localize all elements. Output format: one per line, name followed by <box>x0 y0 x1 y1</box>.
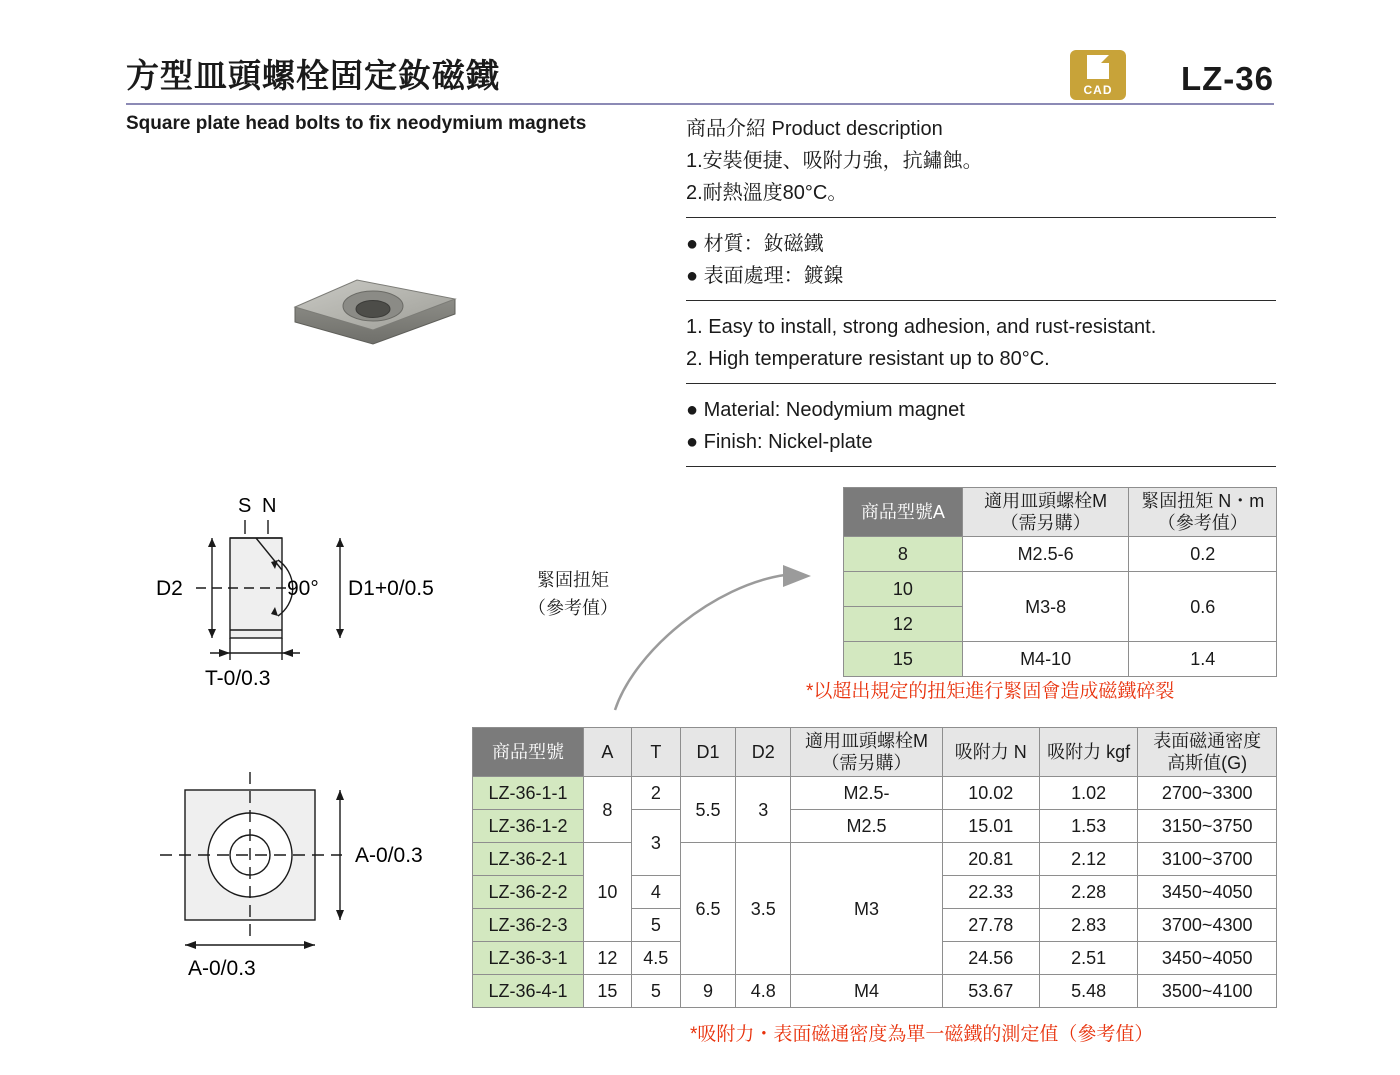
torque-header-model: 商品型號A <box>844 488 963 537</box>
spec-cell-force-kgf: 5.48 <box>1039 975 1137 1008</box>
torque-cell-a: 12 <box>844 607 963 642</box>
spec-header-t: T <box>631 728 680 777</box>
description-finish-en: ● Finish: Nickel-plate <box>686 431 873 453</box>
torque-cell-a: 10 <box>844 572 963 607</box>
spec-cell-flux: 3450~4050 <box>1138 942 1277 975</box>
spec-header-flux-line2: 高斯值(G) <box>1167 753 1248 773</box>
spec-header-a: A <box>583 728 631 777</box>
dimension-label-d1: D1+0/0.5 <box>348 577 434 600</box>
table-row <box>473 975 1277 1008</box>
spec-header-force-n: 吸附力 N <box>942 728 1039 777</box>
spec-cell-d1: 9 <box>680 975 735 1008</box>
torque-table <box>843 487 1277 677</box>
spec-table <box>472 727 1277 1008</box>
torque-cell-torque: 0.6 <box>1129 572 1277 642</box>
pole-label-s: S <box>238 495 252 517</box>
spec-header-force-kgf: 吸附力 kgf <box>1039 728 1137 777</box>
spec-cell-flux: 3150~3750 <box>1138 810 1277 843</box>
description-material-zh: ● 材質：釹磁鐵 <box>686 233 824 255</box>
torque-header-bolt-line2: （需另購） <box>1000 513 1091 533</box>
description-en-line-2: 2. High temperature resistant up to 80°C. <box>686 348 1050 370</box>
description-divider-4 <box>686 466 1276 467</box>
table-row <box>844 642 1277 677</box>
description-divider-1 <box>686 217 1276 218</box>
torque-cell-bolt: M2.5-6 <box>962 537 1129 572</box>
spec-cell-t: 5 <box>631 975 680 1008</box>
page-title-en: Square plate head bolts to fix neodymium magnets <box>126 113 587 134</box>
spec-cell-force-kgf: 2.12 <box>1039 843 1137 876</box>
spec-cell-force-kgf: 1.53 <box>1039 810 1137 843</box>
spec-header-d2: D2 <box>736 728 791 777</box>
spec-cell-force-n: 22.33 <box>942 876 1039 909</box>
spec-cell-d2: 3.5 <box>736 843 791 975</box>
model-code: LZ-36 <box>1180 60 1274 97</box>
torque-header-torque <box>1129 488 1277 537</box>
table-row <box>844 572 1277 607</box>
dimension-label-d2: D2 <box>156 577 183 600</box>
document-icon <box>1087 55 1109 79</box>
spec-cell-model: LZ-36-4-1 <box>473 975 584 1008</box>
spec-cell-a: 8 <box>583 777 631 843</box>
spec-cell-d1: 6.5 <box>680 843 735 975</box>
torque-callout-line-1: 緊固扭矩 <box>537 570 609 590</box>
spec-cell-flux: 3500~4100 <box>1138 975 1277 1008</box>
torque-header-bolt-line1: 適用皿頭螺栓M <box>984 491 1108 511</box>
header-divider <box>126 103 1274 105</box>
torque-cell-bolt: M3-8 <box>962 572 1129 642</box>
spec-cell-d2: 4.8 <box>736 975 791 1008</box>
spec-cell-a: 15 <box>583 975 631 1008</box>
dimension-label-t: T-0/0.3 <box>205 667 271 690</box>
spec-cell-d1: 5.5 <box>680 777 735 843</box>
spec-cell-force-n: 20.81 <box>942 843 1039 876</box>
spec-cell-model: LZ-36-1-2 <box>473 810 584 843</box>
product-description <box>686 113 1276 477</box>
spec-cell-flux: 3700~4300 <box>1138 909 1277 942</box>
table-row <box>473 777 1277 810</box>
spec-cell-model: LZ-36-2-2 <box>473 876 584 909</box>
table-row <box>844 537 1277 572</box>
note-measurement: *吸附力・表面磁通密度為單一磁鐵的測定值（參考值） <box>690 1024 1154 1045</box>
description-divider-3 <box>686 383 1276 384</box>
spec-cell-d2: 3 <box>736 777 791 843</box>
table-row <box>473 843 1277 876</box>
torque-header-torque-line2: （參考值） <box>1157 513 1248 533</box>
spec-cell-t: 4 <box>631 876 680 909</box>
torque-header-torque-line1: 緊固扭矩 N・m <box>1141 491 1265 511</box>
spec-cell-force-n: 15.01 <box>942 810 1039 843</box>
dimension-label-a-right: A-0/0.3 <box>355 844 423 867</box>
spec-cell-flux: 3100~3700 <box>1138 843 1277 876</box>
page-title-zh: 方型皿頭螺栓固定釹磁鐵 <box>126 57 500 94</box>
pole-label-n: N <box>262 495 277 517</box>
torque-cell-torque: 1.4 <box>1129 642 1277 677</box>
dimension-label-angle: 90° <box>287 577 319 600</box>
spec-cell-bolt: M3 <box>791 843 942 975</box>
spec-header-bolt <box>791 728 942 777</box>
spec-cell-force-kgf: 2.28 <box>1039 876 1137 909</box>
spec-cell-force-kgf: 1.02 <box>1039 777 1137 810</box>
torque-callout-line-2: （參考值） <box>528 598 618 618</box>
torque-cell-bolt: M4-10 <box>962 642 1129 677</box>
torque-header-bolt <box>962 488 1129 537</box>
spec-header-bolt-line1: 適用皿頭螺栓M <box>805 731 928 751</box>
dimension-label-a-bottom: A-0/0.3 <box>188 957 256 980</box>
description-finish-zh: ● 表面處理：鍍鎳 <box>686 265 844 287</box>
description-heading: 商品介紹 Product description <box>686 118 943 140</box>
note-torque-warning: *以超出規定的扭矩進行緊固會造成磁鐵碎裂 <box>806 681 1175 702</box>
spec-cell-force-kgf: 2.51 <box>1039 942 1137 975</box>
torque-cell-a: 15 <box>844 642 963 677</box>
spec-cell-model: LZ-36-2-1 <box>473 843 584 876</box>
torque-cell-a: 8 <box>844 537 963 572</box>
description-zh-line-1: 1.安裝便捷、吸附力強，抗鏽蝕。 <box>686 150 983 172</box>
spec-cell-force-n: 24.56 <box>942 942 1039 975</box>
description-material-en: ● Material: Neodymium magnet <box>686 399 965 421</box>
spec-cell-model: LZ-36-1-1 <box>473 777 584 810</box>
section-view-drawing <box>150 490 570 710</box>
spec-cell-model: LZ-36-2-3 <box>473 909 584 942</box>
spec-header-model: 商品型號 <box>473 728 584 777</box>
description-en-line-1: 1. Easy to install, strong adhesion, and rust-resistant. <box>686 316 1157 338</box>
spec-cell-bolt: M2.5 <box>791 810 942 843</box>
spec-cell-t: 4.5 <box>631 942 680 975</box>
spec-cell-t: 2 <box>631 777 680 810</box>
product-photo <box>285 262 465 352</box>
cad-download-badge[interactable] <box>1070 50 1126 100</box>
spec-cell-flux: 2700~3300 <box>1138 777 1277 810</box>
description-divider-2 <box>686 300 1276 301</box>
spec-cell-a: 12 <box>583 942 631 975</box>
spec-header-flux <box>1138 728 1277 777</box>
cad-badge-label: CAD <box>1083 83 1113 97</box>
spec-cell-force-n: 27.78 <box>942 909 1039 942</box>
spec-cell-bolt: M4 <box>791 975 942 1008</box>
table-row-header <box>473 728 1277 777</box>
torque-cell-torque: 0.2 <box>1129 537 1277 572</box>
spec-cell-t: 3 <box>631 810 680 876</box>
spec-header-flux-line1: 表面磁通密度 <box>1153 731 1262 751</box>
spec-cell-force-n: 10.02 <box>942 777 1039 810</box>
spec-cell-force-n: 53.67 <box>942 975 1039 1008</box>
spec-cell-bolt: M2.5- <box>791 777 942 810</box>
spec-header-d1: D1 <box>680 728 735 777</box>
spec-header-bolt-line2: （需另購） <box>821 753 912 773</box>
spec-cell-t: 5 <box>631 909 680 942</box>
spec-cell-force-kgf: 2.83 <box>1039 909 1137 942</box>
spec-cell-flux: 3450~4050 <box>1138 876 1277 909</box>
spec-cell-a: 10 <box>583 843 631 942</box>
spec-cell-model: LZ-36-3-1 <box>473 942 584 975</box>
table-row-header <box>844 488 1277 537</box>
description-zh-line-2: 2.耐熱溫度80°C。 <box>686 182 848 204</box>
